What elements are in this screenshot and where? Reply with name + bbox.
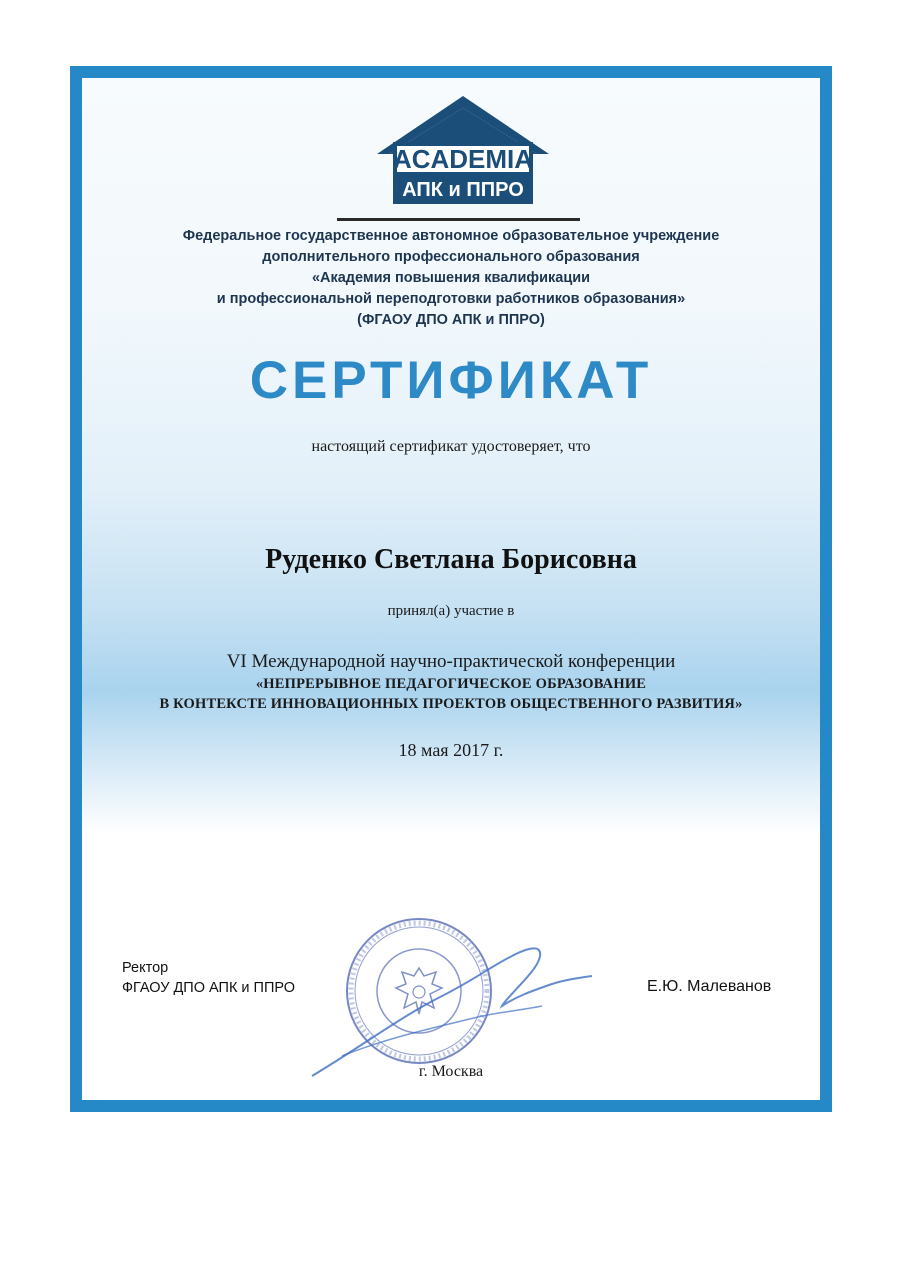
certificate-title: СЕРТИФИКАТ	[249, 351, 653, 410]
city-text: г. Москва	[418, 1063, 484, 1080]
city	[82, 1063, 820, 1081]
rector-title	[122, 958, 295, 998]
participation-text: принял(а) участие в	[387, 603, 515, 619]
rector-name: Е.Ю. Малеванов	[647, 978, 772, 995]
organization-name	[82, 226, 820, 331]
conference-line-1: VI Международной научно-практической конференции	[226, 651, 676, 672]
org-line: «Академия повышения квалификации	[311, 270, 591, 286]
rector-title-line-1: Ректор	[122, 960, 169, 976]
org-line: (ФГАОУ ДПО АПК и ППРО)	[357, 312, 545, 328]
event-date: 18 мая 2017 г.	[398, 740, 504, 760]
org-line: дополнительного профессионального образования	[262, 249, 640, 265]
rector-title-line-2: ФГАОУ ДПО АПК и ППРО	[122, 980, 296, 996]
org-line: и профессиональной переподготовки работников образования»	[216, 291, 686, 307]
certificate	[70, 66, 832, 1112]
conference-line-2: «НЕПРЕРЫВНОЕ ПЕДАГОГИЧЕСКОЕ ОБРАЗОВАНИЕ	[255, 676, 647, 692]
org-line: Федеральное государственное автономное образовательное учреждение	[182, 228, 720, 244]
conference-line-3: В КОНТЕКСТЕ ИННОВАЦИОННЫХ ПРОЕКТОВ ОБЩЕСТВЕННОГО РАЗВИТИЯ»	[159, 696, 743, 712]
logo-text-academia: ACADEMIA	[392, 144, 534, 174]
attest-text: настоящий сертификат удостоверяет, что	[311, 438, 591, 455]
recipient-name: Руденко Светлана Борисовна	[265, 544, 637, 575]
academia-logo	[377, 96, 549, 208]
logo-text-apk: АПК и ППРО	[402, 179, 524, 201]
logo-divider	[337, 218, 580, 221]
